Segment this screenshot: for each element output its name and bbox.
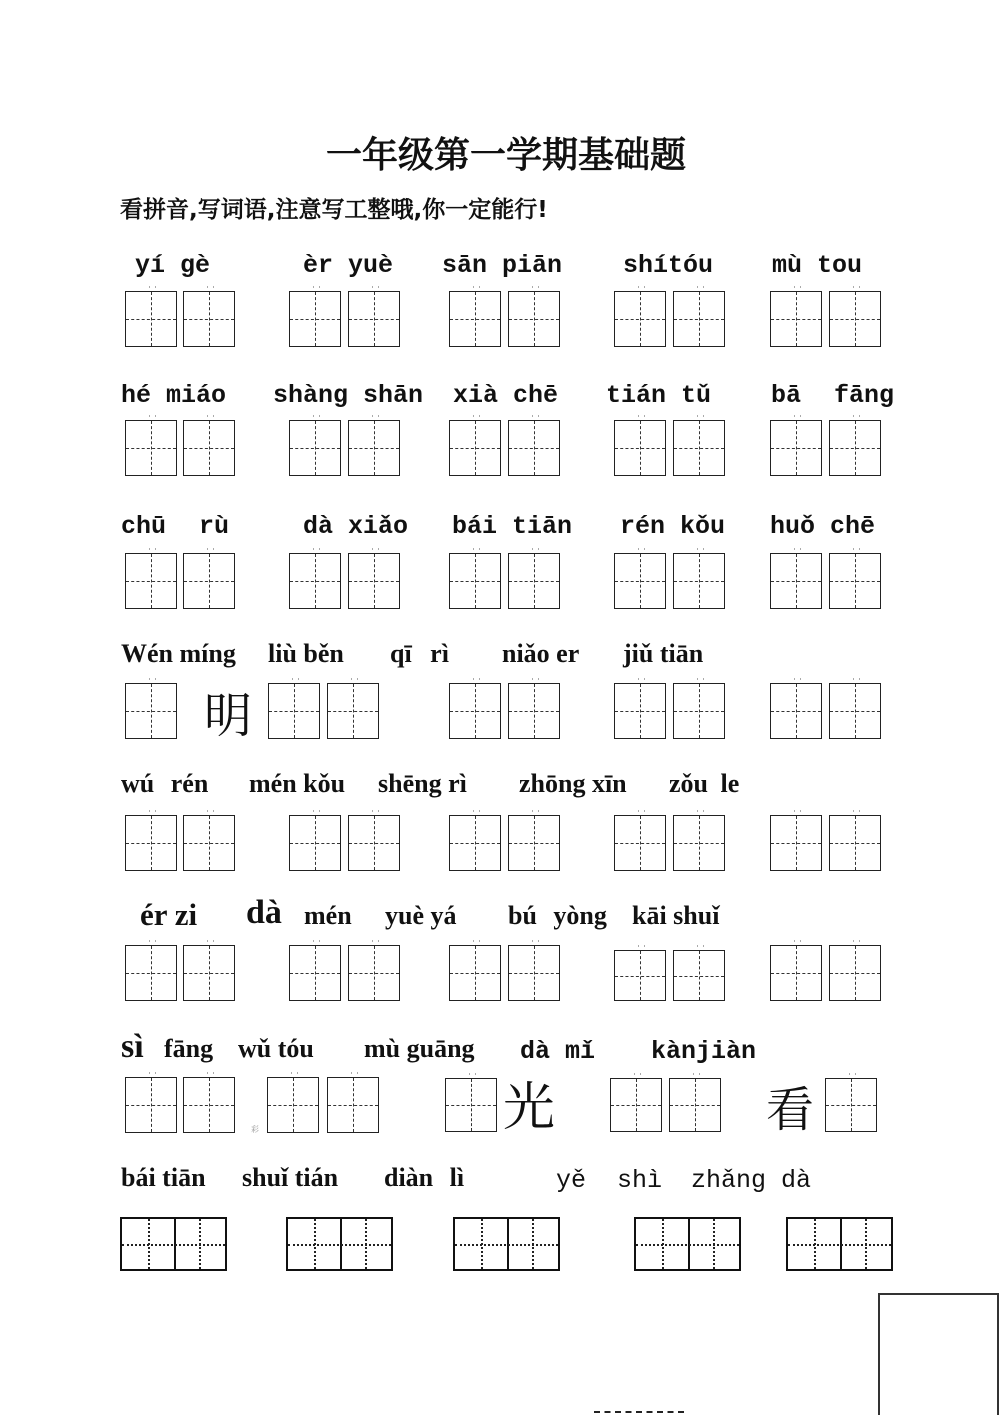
pinyin-word: rén kǒu: [620, 512, 726, 541]
pinyin-word: kànjiàn: [651, 1037, 757, 1066]
pinyin-word: mù tou: [772, 251, 863, 280]
writing-cell: [183, 815, 235, 871]
writing-cell: [829, 945, 881, 1001]
writing-cell: [669, 1078, 721, 1132]
writing-cell: [829, 291, 881, 347]
writing-cell: [183, 291, 235, 347]
writing-cell: [125, 553, 177, 609]
answer-cell-pair: [770, 553, 881, 609]
writing-cell: [125, 945, 177, 1001]
answer-cell-pair: [125, 945, 235, 1001]
writing-cell: [508, 291, 560, 347]
writing-cell: [449, 420, 501, 476]
watermark-mark: 彩: [251, 1125, 259, 1134]
double-writing-cell: [453, 1217, 560, 1271]
answer-cell-pair: [449, 553, 560, 609]
pinyin-word: yí gè: [135, 251, 211, 280]
pinyin-word: zhǎng dà: [691, 1166, 812, 1195]
pinyin-word: sì: [121, 1028, 144, 1065]
answer-cell-pair: [289, 945, 400, 1001]
answer-cell-pair: [614, 291, 725, 347]
answer-cell-pair: [125, 1077, 235, 1133]
pinyin-word: yě: [556, 1166, 587, 1195]
given-character: 明: [204, 688, 253, 744]
pinyin-word: bái tiān: [121, 1163, 206, 1192]
writing-cell: [183, 945, 235, 1001]
pinyin-word: bā fāng: [771, 381, 895, 410]
writing-cell: [770, 683, 822, 739]
pinyin-word: huǒ chē: [770, 512, 876, 541]
writing-cell: [327, 683, 379, 739]
pinyin-word: shì: [617, 1166, 663, 1195]
writing-cell: [183, 553, 235, 609]
double-writing-cell: [786, 1217, 893, 1271]
pinyin-word: mén: [304, 901, 352, 930]
writing-cell: [125, 1077, 177, 1133]
writing-cell: [348, 945, 400, 1001]
answer-cell-single: [125, 683, 177, 739]
pinyin-word: mén kǒu: [249, 769, 346, 798]
bottom-dashed-line: [594, 1411, 684, 1413]
writing-cell: [348, 291, 400, 347]
writing-cell: [289, 815, 341, 871]
answer-cell-pair: [614, 815, 725, 871]
writing-cell: [614, 291, 666, 347]
answer-cell-pair: [125, 815, 235, 871]
writing-cell: [770, 420, 822, 476]
writing-cell: [125, 683, 177, 739]
writing-cell: [673, 683, 725, 739]
writing-cell: [673, 291, 725, 347]
writing-cell: [267, 1077, 319, 1133]
pinyin-word: zhōng xīn: [519, 769, 627, 798]
pinyin-word: jiǔ tiān: [623, 639, 704, 668]
answer-cell-pair: [614, 553, 725, 609]
writing-cell: [614, 420, 666, 476]
writing-cell: [125, 420, 177, 476]
writing-cell: [348, 553, 400, 609]
answer-cell-pair: [614, 683, 725, 739]
answer-cell-pair: [614, 950, 725, 1001]
writing-cell: [614, 683, 666, 739]
answer-cell-pair: [289, 553, 400, 609]
writing-cell: [449, 815, 501, 871]
pinyin-word: kāi shuǐ: [632, 901, 720, 930]
writing-cell: [125, 815, 177, 871]
writing-cell: [348, 420, 400, 476]
writing-cell: [449, 683, 501, 739]
pinyin-word: shítóu: [623, 251, 714, 280]
pinyin-word: Wén míng: [121, 639, 236, 668]
pinyin-word: wú rén: [121, 769, 209, 798]
answer-cell-pair: [125, 291, 235, 347]
writing-cell: [829, 683, 881, 739]
pinyin-word: chū rù: [121, 512, 230, 541]
writing-cell: [449, 291, 501, 347]
writing-cell: [508, 553, 560, 609]
double-writing-cell: [286, 1217, 393, 1271]
pinyin-word: fāng: [164, 1034, 214, 1063]
answer-cell-pair: [770, 683, 881, 739]
pinyin-word: xià chē: [453, 381, 559, 410]
writing-cell: [125, 291, 177, 347]
writing-cell: [508, 815, 560, 871]
writing-cell: [289, 553, 341, 609]
answer-cell-pair: [614, 420, 725, 476]
answer-cell-pair: [449, 815, 560, 871]
writing-cell: [770, 553, 822, 609]
writing-cell: [673, 815, 725, 871]
writing-cell: [289, 420, 341, 476]
pinyin-word: sān piān: [442, 251, 563, 280]
writing-cell: [508, 420, 560, 476]
answer-cell-single: [445, 1078, 497, 1132]
writing-cell: [673, 950, 725, 1001]
writing-cell: [770, 815, 822, 871]
writing-cell: [348, 815, 400, 871]
writing-cell: [508, 683, 560, 739]
pinyin-word: wǔ tóu: [238, 1034, 314, 1063]
pinyin-word: liù běn: [268, 639, 344, 668]
pinyin-word: zǒu le: [669, 769, 740, 798]
pinyin-word: bái tiān: [452, 512, 573, 541]
writing-cell: [508, 945, 560, 1001]
answer-cell-pair: [449, 683, 560, 739]
answer-cell-pair: [125, 553, 235, 609]
writing-cell: [289, 945, 341, 1001]
writing-cell: [183, 1077, 235, 1133]
pinyin-word: ér zi: [140, 897, 198, 932]
writing-cell: [673, 420, 725, 476]
page-title: 一年级第一学期基础题: [325, 135, 686, 176]
answer-cell-pair: [289, 291, 400, 347]
pinyin-word: tián tǔ: [606, 381, 712, 410]
writing-cell: [829, 553, 881, 609]
pinyin-word: hé miáo: [121, 381, 227, 410]
writing-cell: [445, 1078, 497, 1132]
pinyin-word: qī rì: [390, 639, 449, 668]
writing-cell: [825, 1078, 877, 1132]
writing-cell: [610, 1078, 662, 1132]
writing-cell: [183, 420, 235, 476]
answer-cell-pair: [449, 420, 560, 476]
writing-cell: [289, 291, 341, 347]
answer-cell-pair: [449, 945, 560, 1001]
writing-cell: [614, 950, 666, 1001]
pinyin-word: shuǐ tián: [242, 1163, 339, 1192]
instruction-text: 看拼音,写词语,注意写工整哦,你一定能行!: [120, 197, 548, 223]
writing-cell: [829, 815, 881, 871]
writing-cell: [614, 553, 666, 609]
double-writing-cell: [634, 1217, 741, 1271]
answer-cell-pair: [770, 815, 881, 871]
writing-cell: [268, 683, 320, 739]
given-character: 看: [766, 1082, 815, 1138]
pinyin-word: bú yòng: [508, 901, 607, 930]
pinyin-word: dà xiǎo: [303, 512, 409, 541]
double-writing-cell: [120, 1217, 227, 1271]
writing-cell: [614, 815, 666, 871]
pinyin-word: mù guāng: [364, 1034, 475, 1063]
answer-cell-pair: [449, 291, 560, 347]
given-character: 光: [503, 1078, 556, 1138]
answer-cell-pair: [267, 1077, 379, 1133]
answer-cell-pair: [770, 420, 881, 476]
writing-cell: [673, 553, 725, 609]
pinyin-word: niǎo er: [502, 639, 580, 668]
writing-cell: [829, 420, 881, 476]
writing-cell: [327, 1077, 379, 1133]
writing-cell: [770, 291, 822, 347]
pinyin-word: dà: [246, 894, 282, 931]
pinyin-word: diàn lì: [384, 1163, 465, 1192]
answer-cell-pair: [770, 945, 881, 1001]
pinyin-word: shēng rì: [378, 769, 467, 798]
answer-cell-pair: [610, 1078, 721, 1132]
answer-cell-pair: [268, 683, 379, 739]
writing-cell: [770, 945, 822, 1001]
answer-cell-pair: [770, 291, 881, 347]
answer-cell-pair: [289, 420, 400, 476]
writing-cell: [449, 553, 501, 609]
writing-cell: [449, 945, 501, 1001]
pinyin-word: dà mǐ: [520, 1037, 596, 1066]
answer-cell-single: [825, 1078, 877, 1132]
corner-box: [878, 1293, 999, 1415]
pinyin-word: shàng shān: [273, 381, 424, 410]
answer-cell-pair: [125, 420, 235, 476]
pinyin-word: yuè yá: [385, 901, 457, 930]
pinyin-word: èr yuè: [303, 251, 394, 280]
answer-cell-pair: [289, 815, 400, 871]
